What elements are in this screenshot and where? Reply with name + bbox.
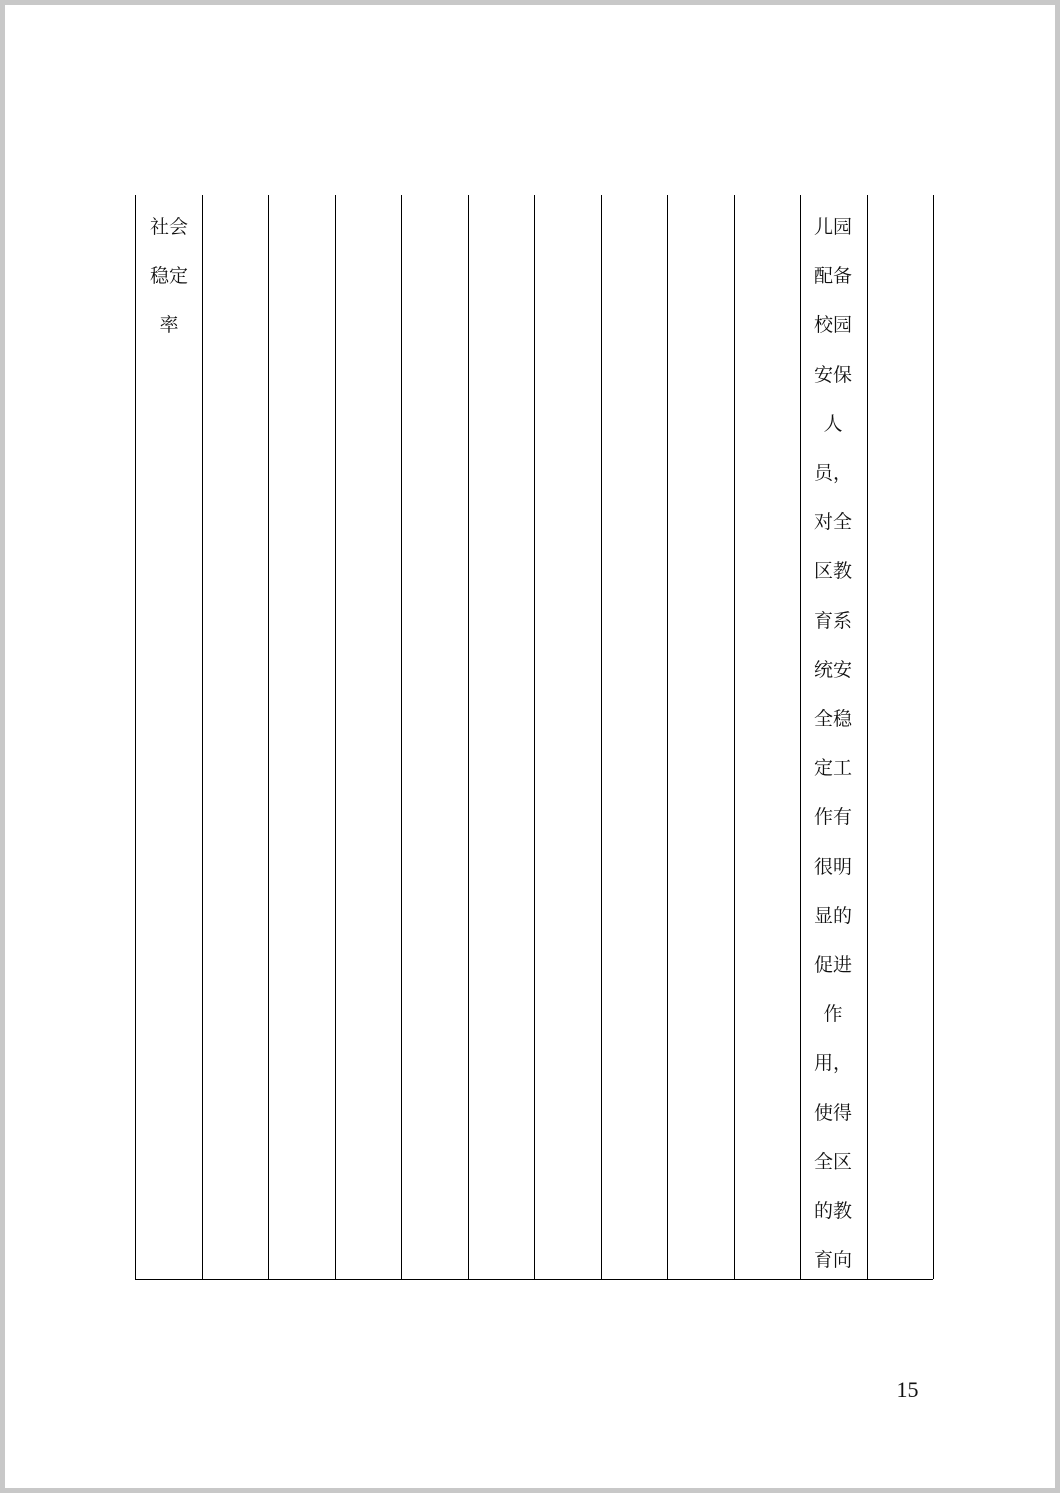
cell-text-line: 员， [813,462,852,485]
cell-text-line: 使得 [813,1101,852,1124]
table-column [801,195,868,1279]
cell-text-line: 稳定 [149,265,188,288]
cell-text-line: 校园 [813,314,852,337]
cell-text-line: 率 [159,314,179,337]
cell-text-line: 育系 [813,609,852,632]
cell-text-line: 社会 [149,216,188,238]
page-number: 15 [896,1377,919,1402]
table-column [469,195,536,1279]
cell-text-line: 很明 [813,855,852,878]
table-column [336,195,403,1279]
cell-text-line: 儿园 [813,216,852,238]
table-column [269,195,336,1279]
table-column [668,195,735,1279]
cell-text-line: 全稳 [813,708,852,731]
table-fragment [135,195,933,1280]
cell-text-line: 定工 [813,757,852,780]
cell-text-line: 作 [823,1003,843,1026]
cell-text-line: 配备 [813,265,852,288]
table-column [203,195,270,1279]
cell-text-line: 育向 [813,1249,852,1272]
cell-text-line: 区教 [813,560,852,583]
cell-text-line: 统安 [813,658,852,681]
cell-text-line: 的教 [813,1200,852,1223]
table-column [402,195,469,1279]
document-page [5,5,1055,1488]
table-column [735,195,802,1279]
cell-text-line: 作有 [813,806,852,829]
cell-text-line: 人 [823,412,843,435]
table-column [136,195,203,1279]
cell-text-line: 促进 [813,954,852,977]
table-column [868,195,935,1279]
cell-text-line: 全区 [813,1150,852,1173]
cell-text-line: 用， [813,1052,852,1075]
cell-text-line: 对全 [813,511,852,534]
cell-text-line: 显的 [813,904,852,927]
cell-text-line: 安保 [813,363,852,386]
table-column [602,195,669,1279]
table-column [535,195,602,1279]
